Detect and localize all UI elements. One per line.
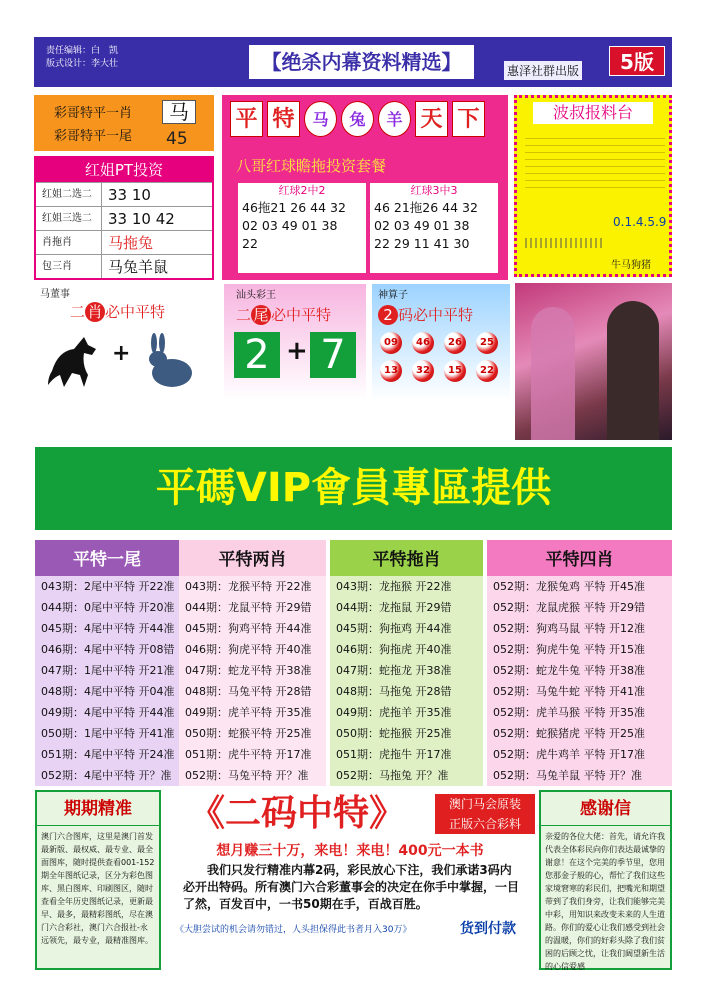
list-item: 045期：4尾中平特 开44准 bbox=[41, 622, 175, 635]
red-ball-col-2: 红球3中3 46 21拖26 44 32 02 03 49 01 38 22 29 11 41 30 bbox=[370, 183, 498, 273]
rabbit-icon bbox=[140, 331, 200, 391]
ermazhongte-ad bbox=[165, 790, 535, 970]
list-item: 043期：龙猴平特 开22准 bbox=[185, 580, 312, 593]
boshu-answer: 牛马狗猪 bbox=[611, 260, 651, 271]
column-pingte-yiwei bbox=[35, 540, 179, 784]
shensuan-slogan: 2 码必中平特 bbox=[378, 304, 473, 325]
lottery-ball: 15 bbox=[444, 360, 466, 382]
thanks-letter-box bbox=[539, 790, 672, 970]
list-item: 052期：虎牛鸡羊 平特 开17准 bbox=[493, 748, 645, 761]
list-item: 046期：狗拖虎 开40准 bbox=[336, 643, 452, 656]
vip-banner: 平碼VIP會員專區提供 bbox=[35, 447, 672, 530]
table-row: 肖拖肖 马拖兔 bbox=[36, 230, 212, 254]
tile: 天 bbox=[415, 101, 448, 137]
cod-label: 货到付款 bbox=[460, 921, 516, 937]
shantou-panel bbox=[224, 284, 366, 400]
hongjie-table bbox=[34, 156, 214, 280]
list-item: 043期：2尾中平特 开22准 bbox=[41, 580, 175, 593]
list-item: 052期：龙猴兔鸡 平特 开45准 bbox=[493, 580, 645, 593]
list-item: 046期：4尾中平特 开08错 bbox=[41, 643, 175, 656]
table-row: 红姐三选二 33 10 42 bbox=[36, 206, 212, 230]
list-item: 052期：马兔羊鼠 平特 开？准 bbox=[493, 769, 642, 782]
shantou-number-1: 2 bbox=[234, 332, 280, 378]
list-item: 047期：蛇拖龙 开38准 bbox=[336, 664, 452, 677]
plus-sign: + bbox=[286, 336, 308, 366]
column-rows bbox=[487, 576, 672, 786]
list-item: 044期：龙拖鼠 开29错 bbox=[336, 601, 452, 614]
list-item: 051期：4尾中平特 开24准 bbox=[41, 748, 175, 761]
list-item: 047期：1尾中平特 开21准 bbox=[41, 664, 175, 677]
page-title: 【绝杀内幕资料精选】 bbox=[249, 45, 474, 79]
column-title: 平特拖肖 bbox=[372, 550, 441, 570]
tile: 马 bbox=[304, 101, 337, 137]
pingte-subtitle: 八哥红球瞻拖投资套餐 bbox=[236, 157, 387, 175]
ad-slogan: 想月赚三十万，来电！来电！400元一本书 bbox=[216, 843, 484, 859]
caige-zodiac: 马 bbox=[162, 100, 196, 124]
box-text: 澳门六合图库，这里是澳门首发最新版、最权威、最专业、最全面图库，随时提供查看001-152期全年图纸记录，区分为彩色图库、黑白图库、印刷图区，随时查看全年历史图纸记录，更新最早、最多，最精彩图纸，尽在澳门六合彩社，澳门六合报社-永远领先，最专业，最精准图库。 bbox=[41, 832, 155, 945]
list-item: 052期：蛇猴猪虎 平特 开25准 bbox=[493, 727, 645, 740]
list-item: 050期：蛇拖猴 开25准 bbox=[336, 727, 452, 740]
boshu-title: 波叔报料台 bbox=[533, 102, 653, 124]
ad-title: 《二码中特》 bbox=[188, 793, 405, 834]
list-item: 050期：1尾中平特 开41准 bbox=[41, 727, 175, 740]
column-pingte-sixiao bbox=[487, 540, 672, 784]
lottery-ball: 32 bbox=[412, 360, 434, 382]
header-bar bbox=[34, 37, 672, 87]
list-item: 052期：虎羊马猴 平特 开35准 bbox=[493, 706, 645, 719]
pingte-panel bbox=[222, 95, 508, 280]
shensuan-label: 神算子 bbox=[378, 290, 408, 301]
list-item: 052期：4尾中平特 开？准 bbox=[41, 769, 172, 782]
lottery-ball: 46 bbox=[412, 332, 434, 354]
publisher: 惠泽社群出版 bbox=[504, 61, 582, 80]
list-item: 050期：蛇猴平特 开25准 bbox=[185, 727, 312, 740]
ad-side: 澳门马会原装 正版六合彩料 bbox=[435, 794, 535, 834]
column-title: 平特两肖 bbox=[218, 550, 287, 570]
caige-line2: 彩哥特平一尾 bbox=[54, 129, 133, 144]
boshu-grid bbox=[525, 132, 665, 192]
editor-credits: 责任编辑：白 凯 版式设计：李大壮 bbox=[46, 46, 119, 69]
list-item: 052期：狗鸡马鼠 平特 开12准 bbox=[493, 622, 645, 635]
caige-box bbox=[34, 95, 214, 151]
version-badge: 5版 bbox=[609, 46, 665, 76]
shantou-label: 汕头彩王 bbox=[236, 290, 276, 301]
list-item: 048期：马拖兔 开28错 bbox=[336, 685, 452, 698]
tile: 羊 bbox=[378, 101, 411, 137]
box-text: 亲爱的各位大佬：首先，请允许我代表全体彩民向你们表达最诚挚的谢意！在这个完美的季节里，您用您那金子般的心，帮忙了我们这些家境窘寒的彩民们，把嘴光和期望带到了我们身旁，让我们能够完美中彩，用知识来改变未来的人生道路。你们的爱心让我们感受到社会的温暖，你们的好彩头除了我们贫困的后顾之忧，让我们阔望新生活的心信爱感 bbox=[545, 832, 665, 971]
list-item: 049期：虎羊平特 开35准 bbox=[185, 706, 312, 719]
boshu-panel bbox=[514, 95, 672, 277]
tile: 特 bbox=[267, 101, 300, 137]
column-pingte-liangxiao bbox=[179, 540, 326, 784]
list-item: 052期：马兔牛蛇 平特 开41准 bbox=[493, 685, 645, 698]
list-item: 051期：虎牛平特 开17准 bbox=[185, 748, 312, 761]
lottery-ball: 26 bbox=[444, 332, 466, 354]
list-item: 048期：马兔平特 开28错 bbox=[185, 685, 312, 698]
lottery-ball: 09 bbox=[380, 332, 402, 354]
list-item: 049期：4尾中平特 开44准 bbox=[41, 706, 175, 719]
column-title: 平特四肖 bbox=[545, 550, 614, 570]
madongshi-label: 马董事 bbox=[40, 289, 70, 300]
ad-body: 我们只发行精准内幕2码，彩民放心下注，我们承诺3码内必开出特码。所有澳门六合彩董事会的决定在你手中掌握，一目了然，百发百中，一书50期在手，百战百胜。 bbox=[183, 863, 520, 911]
list-item: 045期：狗鸡平特 开44准 bbox=[185, 622, 312, 635]
plus-sign: + bbox=[112, 341, 131, 366]
pingte-tiles bbox=[230, 101, 485, 137]
table-row: 包三肖 马兔羊鼠 bbox=[36, 254, 212, 278]
list-item: 052期：马兔平特 开？准 bbox=[185, 769, 309, 782]
boshu-code: 0.1.4.5.9 bbox=[613, 215, 667, 229]
column-rows bbox=[330, 576, 483, 786]
list-item: 046期：狗虎平特 开40准 bbox=[185, 643, 312, 656]
photo-figure-left bbox=[531, 307, 575, 440]
ad-note: 《大胆尝试的机会请勿错过，人头担保得此书者月入30万》 bbox=[175, 925, 412, 935]
list-item: 043期：龙拖猴 开22准 bbox=[336, 580, 452, 593]
photo-figure-right bbox=[607, 301, 659, 440]
lottery-ball: 22 bbox=[476, 360, 498, 382]
shantou-slogan: 二 尾 必中平特 bbox=[236, 306, 332, 324]
tile: 兔 bbox=[341, 101, 374, 137]
shantou-number-2: 7 bbox=[310, 332, 356, 378]
caige-tail: 45 bbox=[166, 129, 188, 149]
horse-icon bbox=[44, 331, 104, 391]
list-item: 047期：蛇龙平特 开38准 bbox=[185, 664, 312, 677]
list-item: 044期：0尾中平特 开20准 bbox=[41, 601, 175, 614]
column-rows bbox=[35, 576, 179, 786]
lottery-ball: 13 bbox=[380, 360, 402, 382]
lottery-ball: 25 bbox=[476, 332, 498, 354]
list-item: 051期：虎拖牛 开17准 bbox=[336, 748, 452, 761]
hongjie-title: 红姐PT投资 bbox=[36, 158, 212, 182]
table-row: 红姐二选二 33 10 bbox=[36, 182, 212, 206]
list-item: 049期：虎拖羊 开35准 bbox=[336, 706, 452, 719]
boshu-dots bbox=[525, 238, 605, 248]
tile: 下 bbox=[452, 101, 485, 137]
madongshi-slogan: 二 肖 必中平特 bbox=[70, 303, 166, 321]
column-title: 平特一尾 bbox=[73, 550, 141, 570]
list-item: 052期：蛇龙牛兔 平特 开38准 bbox=[493, 664, 645, 677]
qiqi-jingzhun-box bbox=[35, 790, 161, 970]
box-title: 感谢信 bbox=[541, 792, 670, 826]
list-item: 052期：马拖兔 开？准 bbox=[336, 769, 449, 782]
box-title: 期期精准 bbox=[37, 792, 159, 826]
red-ball-col-1: 红球2中2 46拖21 26 44 32 02 03 49 01 38 22 bbox=[238, 183, 366, 273]
list-item: 052期：龙鼠虎猴 平特 开29错 bbox=[493, 601, 645, 614]
list-item: 045期：狗拖鸡 开44准 bbox=[336, 622, 452, 635]
column-pingte-tuoxiao bbox=[330, 540, 483, 784]
drama-photo bbox=[515, 283, 672, 440]
list-item: 052期：狗虎牛兔 平特 开15准 bbox=[493, 643, 645, 656]
list-item: 048期：4尾中平特 开04准 bbox=[41, 685, 175, 698]
list-item: 044期：龙鼠平特 开29错 bbox=[185, 601, 312, 614]
shensuan-panel bbox=[372, 284, 510, 400]
caige-line1: 彩哥特平一肖 bbox=[54, 106, 133, 121]
column-rows bbox=[179, 576, 326, 786]
tile: 平 bbox=[230, 101, 263, 137]
madongshi-panel bbox=[40, 285, 210, 395]
